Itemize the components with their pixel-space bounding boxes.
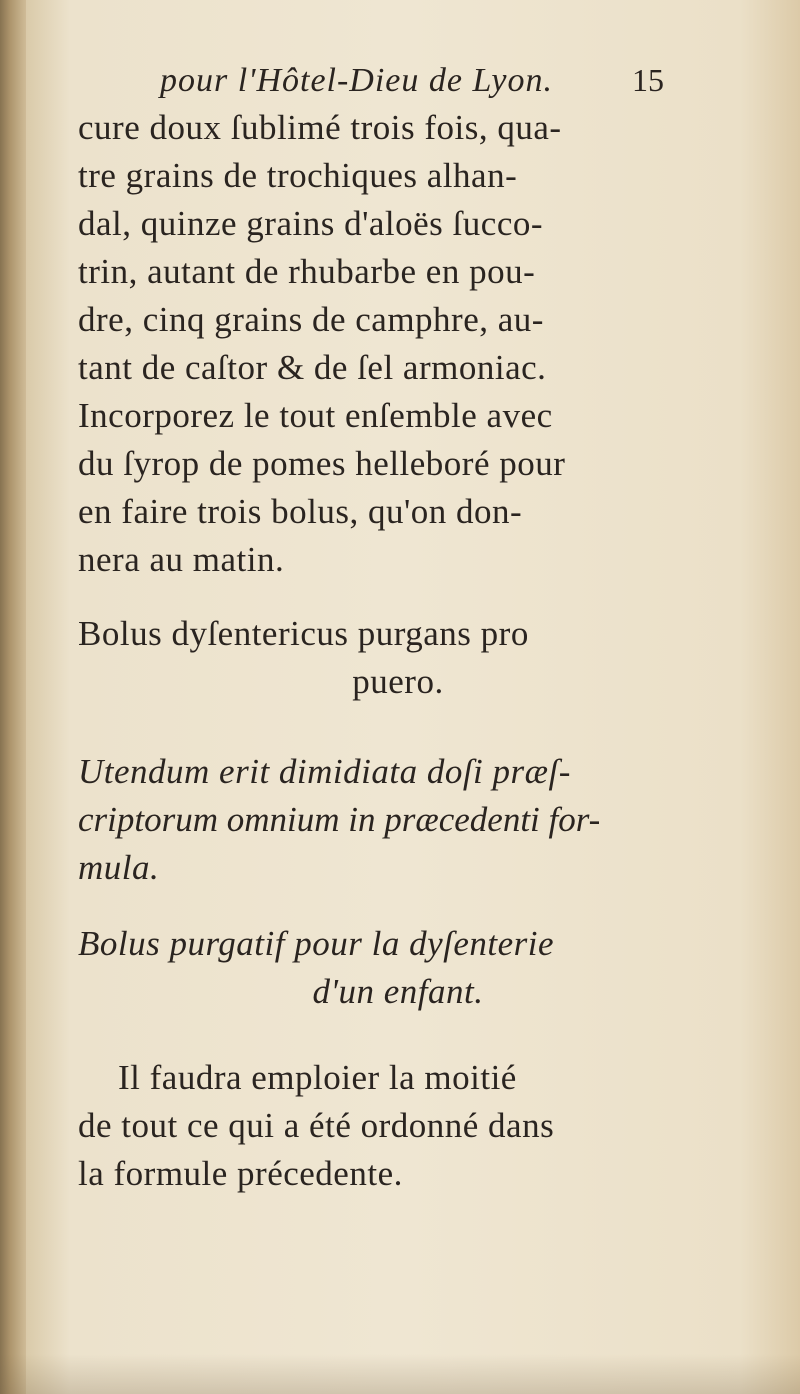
text-line: tant de caſtor & de ſel armoniac.	[78, 348, 547, 387]
text-line: du ſyrop de pomes helleboré pour	[78, 444, 566, 483]
text-line: trin, autant de rhubarbe en pou-	[78, 252, 536, 291]
text-line: Il faudra emploier la moitié	[118, 1058, 517, 1097]
text-line: dal, quinze grains d'aloës ſucco-	[78, 204, 544, 243]
latin-body-line: criptorum omnium in præcedenti for-	[78, 800, 601, 839]
text-line: la formule précedente.	[78, 1154, 403, 1193]
text-line: cure doux ſublimé trois fois, qua-	[78, 108, 562, 147]
latin-body-line: mula.	[78, 848, 160, 887]
page-bottom-edge	[0, 1354, 800, 1394]
text-line: dre, cinq grains de camphre, au-	[78, 300, 544, 339]
latin-heading-line: Bolus dyſentericus purgans pro	[78, 614, 529, 653]
latin-heading-line: puero.	[352, 662, 444, 701]
text-line: nera au matin.	[78, 540, 285, 579]
text-line: de tout ce qui a été ordonné dans	[78, 1106, 555, 1145]
page-gutter-shadow	[0, 0, 26, 1394]
page-number: 15	[632, 62, 664, 98]
text-line: en faire trois bolus, qu'on don-	[78, 492, 523, 531]
latin-body-line: Utendum erit dimidiata doſi præſ-	[78, 752, 571, 791]
french-heading-line: d'un enfant.	[312, 972, 484, 1011]
french-heading-line: Bolus purgatif pour la dyſenterie	[78, 924, 554, 963]
text-line: Incorporez le tout enſemble avec	[78, 396, 553, 435]
text-line: tre grains de trochiques alhan-	[78, 156, 518, 195]
running-head-title: pour l'Hôtel-Dieu de Lyon.	[160, 62, 553, 99]
